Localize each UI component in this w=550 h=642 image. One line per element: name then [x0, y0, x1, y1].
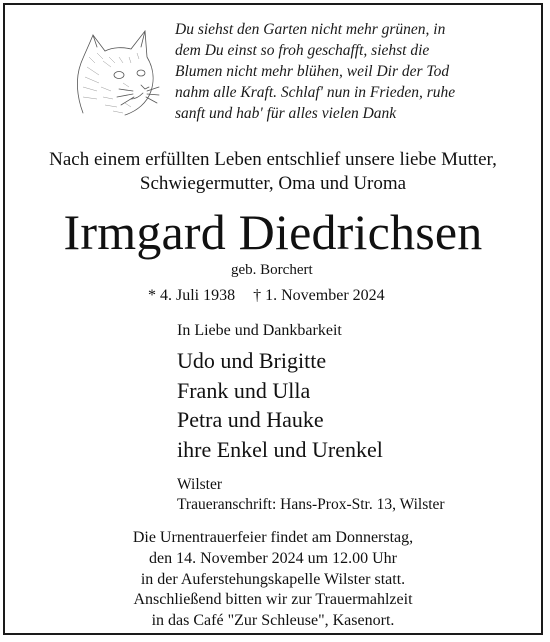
cat-sketch-icon	[53, 17, 161, 125]
maiden-name: geb. Borchert	[231, 262, 313, 278]
family-member: ihre Enkel und Urenkel	[177, 436, 383, 462]
death-announcement	[5, 148, 541, 196]
poem-line: nahm alle Kraft. Schlaf' nun in Frieden, ruhe	[175, 84, 456, 101]
poem-line: Du siehst den Garten nicht mehr grünen, in	[175, 21, 446, 38]
family-list	[177, 346, 383, 464]
birth-date: * 4. Juli 1938	[148, 287, 236, 304]
deceased-name: Irmgard Diedrichsen	[63, 204, 483, 260]
ceremony-line: den 14. November 2024 um 12.00 Uhr	[149, 549, 397, 567]
obituary-notice	[3, 3, 543, 635]
mourning-address: Traueranschrift: Hans-Prox-Str. 13, Wilster	[177, 496, 445, 513]
death-date: † 1. November 2024	[253, 287, 385, 304]
announcement-line: Nach einem erfüllten Leben entschlief unsere liebe Mutter,	[49, 149, 497, 170]
mourners-address	[177, 475, 445, 515]
place: Wilster	[177, 476, 223, 493]
mourners-intro: In Liebe und Dankbarkeit	[177, 322, 342, 339]
family-member: Petra und Hauke	[177, 407, 324, 432]
ceremony-line: Die Urnentrauerfeier findet am Donnerstag,	[132, 529, 414, 546]
ceremony-line: in das Café "Zur Schleuse", Kasenort.	[151, 612, 395, 630]
ceremony-line: in der Auferstehungskapelle Wilster statt.	[140, 570, 406, 588]
poem-line: Blumen nicht mehr blühen, weil Dir der Tod	[175, 63, 450, 80]
poem-line: sanft und hab' für alles vielen Dank	[175, 105, 397, 122]
ceremony-info	[5, 528, 541, 632]
poem	[175, 19, 535, 124]
announcement-line: Schwiegermutter, Oma und Uroma	[139, 173, 407, 194]
family-member: Frank und Ulla	[177, 377, 311, 403]
family-member: Udo und Brigitte	[177, 348, 327, 373]
ceremony-line: Anschließend bitten wir zur Trauermahlzeit	[133, 591, 413, 609]
poem-line: dem Du einst so froh geschafft, siehst die	[175, 42, 430, 59]
life-dates	[148, 286, 385, 306]
